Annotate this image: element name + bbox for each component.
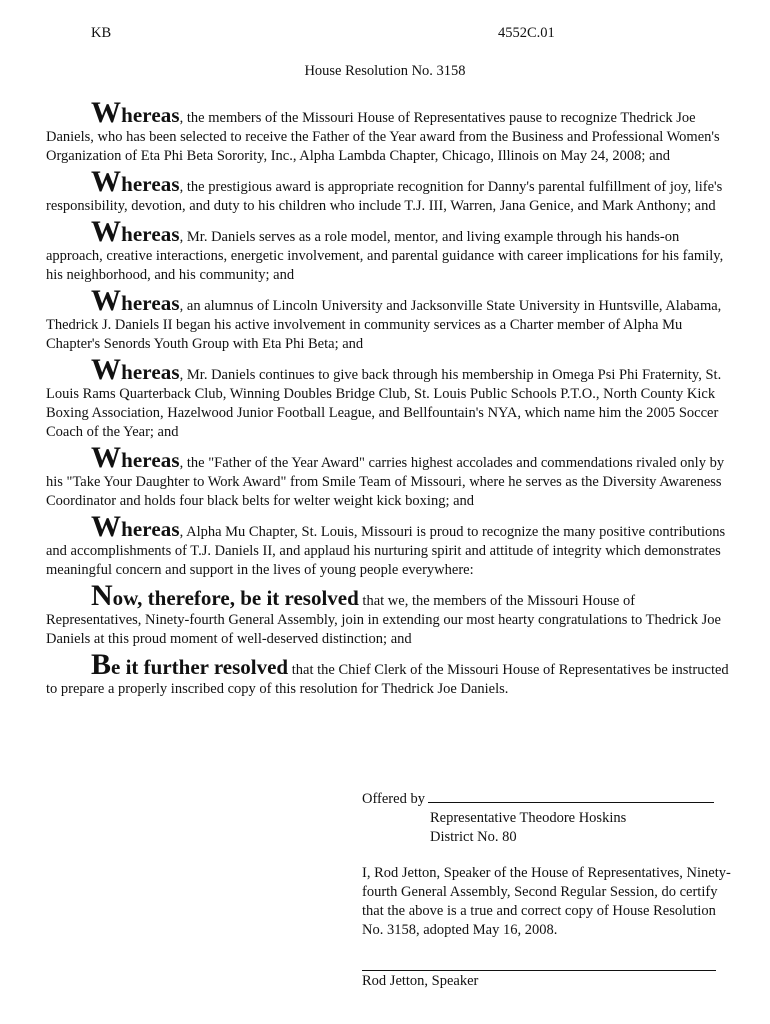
speaker-signature-line (362, 970, 716, 971)
document-code-left: KB (91, 25, 112, 41)
paragraph-text: , the prestigious award is appropriate recognition for Danny's parental fulfillment of joy, life's responsibility, devotion, and duty to his children who include T.J. III, Warren, Jana Genice, and Mark Anthony; and (46, 179, 723, 214)
resolution-title: House Resolution No. 3158 (304, 63, 466, 79)
whereas-paragraph-4 (46, 284, 730, 354)
further-resolved-paragraph (46, 648, 730, 699)
sponsor-name: Representative Theodore Hoskins (430, 810, 627, 826)
paragraph-text: , the members of the Missouri House of Representatives pause to recognize Thedrick Joe Daniels, who has been selected to receive the Father of the Year award from the Business and Professional Women's Organization of Eta Phi Beta Sorority, Inc., Alpha Lambda Chapter, Chicago, Illinois on May 24, 2008; and (46, 110, 720, 164)
sponsor-block (430, 809, 626, 847)
paragraph-text: that we, the members of the Missouri House of Representatives, Ninety-fourth General Assembly, join in extending our most hearty congratulations to Thedrick Joe Daniels at this proud moment of well-deserved distinction; and (46, 593, 721, 647)
offered-by-label: Offered by (362, 791, 425, 807)
whereas-paragraph-3 (46, 215, 730, 285)
resolved-lead-words: Now, therefore, be it resolved (91, 579, 359, 612)
whereas-lead-word: Whereas (91, 353, 180, 386)
whereas-paragraph-6 (46, 441, 730, 511)
paragraph-text: , Alpha Mu Chapter, St. Louis, Missouri is proud to recognize the many positive contributions and accomplishments of T.J. Daniels II, and applaud his nurturing spirit and attitude of integrity which demonstrates meaningful concern and support in the lives of young people everywhere: (46, 524, 726, 578)
offered-by-line (362, 790, 742, 809)
paragraph-text: , Mr. Daniels continues to give back through his membership in Omega Psi Phi Fraternity, St. Louis Rams Quarterback Club, Winning Doubles Bridge Club, St. Louis Public Schools P.T.O., North County Kick Boxing Association, Hazelwood Junior Football League, and Bellfountain's NYA, which name him the 2005 Soccer Coach of the Year; and (46, 367, 722, 440)
paragraph-text: , Mr. Daniels serves as a role model, mentor, and living example through his hands-on approach, creative interactions, energetic involvement, and parental guidance with career implications for his family, his neighborhood, and his community; and (46, 229, 724, 283)
whereas-lead-word: Whereas (91, 215, 180, 248)
offered-by-signature-line (428, 790, 714, 803)
whereas-paragraph-1 (46, 96, 730, 166)
document-code-right: 4552C.01 (498, 25, 555, 41)
resolution-body (46, 96, 730, 705)
whereas-lead-word: Whereas (91, 165, 180, 198)
whereas-lead-word: Whereas (91, 510, 180, 543)
sponsor-district: District No. 80 (430, 829, 517, 845)
whereas-paragraph-5 (46, 353, 730, 442)
speaker-certification: I, Rod Jetton, Speaker of the House of Representatives, Ninety-fourth General Assembly, Second Regular Session, do certify that the above is a true and correct copy of House Resolution No. 3158, adopted May 16, 2008. (362, 865, 731, 938)
whereas-paragraph-7 (46, 510, 730, 580)
paragraph-text: that the Chief Clerk of the Missouri House of Representatives be instructed to prepare a properly inscribed copy of this resolution for Thedrick Joe Daniels. (46, 662, 729, 697)
paragraph-text: , an alumnus of Lincoln University and Jacksonville State University in Huntsville, Alabama, Thedrick J. Daniels II began his active involvement in community services as a Charter member of Alpha Mu Chapter's Senords Youth Group with Eta Phi Beta; and (46, 298, 722, 352)
speaker-name: Rod Jetton, Speaker (362, 973, 479, 989)
whereas-paragraph-2 (46, 165, 730, 216)
resolved-paragraph (46, 579, 730, 649)
whereas-lead-word: Whereas (91, 441, 180, 474)
paragraph-text: , the "Father of the Year Award" carries highest accolades and commendations rivaled only by his "Take Your Daughter to Work Award" from Smile Team of Missouri, where he serves as the Diversity Awareness Coordinator and holds four black belts for welter weight kick boxing; and (46, 455, 725, 509)
further-resolved-lead-words: Be it further resolved (91, 648, 289, 681)
whereas-lead-word: Whereas (91, 284, 180, 317)
whereas-lead-word: Whereas (91, 96, 180, 129)
